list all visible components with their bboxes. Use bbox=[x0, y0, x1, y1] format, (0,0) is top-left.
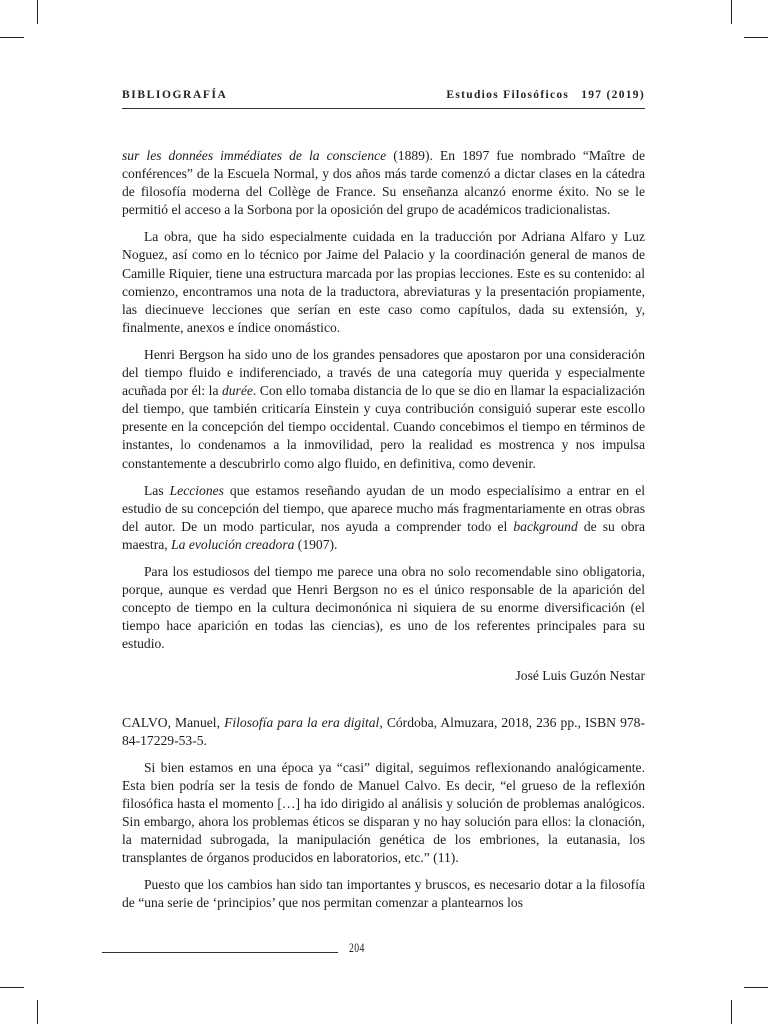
page-number: 204 bbox=[349, 940, 365, 955]
paragraph-1: sur les données immédiates de la conscience (1889). En 1897 fue nombrado “Maître de conférences” de la Escuela Normal, y dos años más tarde comenzó a dictar clases en la cátedra de filosofía moderna del Collège de France. Su enseñanza alcanzó enorme éxito. No se le permitió el acceso a la Sorbona por la oposición del grupo de académicos tradicionalistas. bbox=[122, 148, 646, 218]
book-title-italic: sur les données immédiates de la conscience bbox=[122, 148, 387, 163]
paragraph-4: Las Lecciones que estamos reseñando ayudan de un modo especialísimo a entrar en el estudio de su concepción del tiempo, que aparece mucho más fragmentariamente en otras obras del autor. De un modo particular, nos ayuda a comprender todo el background de su obra maestra, La evolución creadora (1907). bbox=[122, 482, 645, 552]
journal-issue: 197 (2019) bbox=[581, 89, 645, 101]
section-title: BIBLIOGRAFÍA bbox=[122, 89, 228, 101]
paragraph-5: Para los estudiosos del tiempo me parece una obra no solo recomendable sino obligatoria, porque, aunque es verdad que Henri Bergson no es el único responsable de la aparición del concepto de tiempo en la cultura decimonónica ni siquiera de su enorme diversificación (el tiempo hace aparición en todas las ciencias), es uno de los referentes principales para su estudio. bbox=[122, 563, 645, 652]
crop-mark-bottom-right-v bbox=[731, 1000, 732, 1024]
crop-mark-top-right-h bbox=[744, 37, 768, 38]
running-header bbox=[122, 89, 645, 101]
crop-mark-bottom-right-h bbox=[744, 987, 768, 988]
crop-mark-top-left-v bbox=[37, 0, 38, 24]
crop-mark-top-left-h bbox=[0, 37, 24, 38]
journal-info bbox=[446, 89, 645, 101]
paragraph-7: Puesto que los cambios han sido tan importantes y bruscos, es necesario dotar a la filosofía de “una serie de ‘principios’ que nos permitan comenzar a plantearnos los bbox=[122, 877, 645, 911]
crop-mark-bottom-left-v bbox=[37, 1000, 38, 1024]
footer-rule bbox=[102, 952, 338, 953]
paragraph-2: La obra, que ha sido especialmente cuidada en la traducción por Adriana Alfaro y Luz Noguez, así como en lo técnico por Jaime del Palacio y la coordinación general de manos de Camille Riquier, tiene una estructura marcada por las propias lecciones. Este es su contenido: al comienzo, encontramos una nota de la traductora, abreviaturas y la presentación propiamente, las diecinueve lecciones que serían en este caso como capítulos, dada su extensión, y, finalmente, anexos e índice onomástico. bbox=[122, 229, 645, 335]
page-body bbox=[122, 147, 645, 912]
crop-mark-top-right-v bbox=[731, 0, 732, 24]
review-separator bbox=[122, 686, 645, 714]
paragraph-3: Henri Bergson ha sido uno de los grandes pensadores que apostaron por una consideración del tiempo fluido e indiferenciado, a través de una categoría muy querida y especialmente acuñada por él: la durée. Con ello tomaba distancia de lo que se dio en llamar la espacialización del tiempo, que también criticaría Einstein y cuya contribución consiguió superar este escollo presente en la concepción del tiempo occidental. Cuando concebimos el tiempo en términos de instantes, lo condenamos a la inmovilidad, pero la realidad es mostrenca y nos impulsa constantemente a descubrirlo como algo fluido, en definitiva, como devenir. bbox=[122, 346, 645, 471]
paragraph-6: Si bien estamos en una época ya “casi” digital, seguimos reflexionando analógicamente. Esta bien podría ser la tesis de fondo de Manuel Calvo. Es decir, “el grueso de la reflexión filosófica hasta el momento […] ha ido dirigido al análisis y solución de problemas analógicos. Sin embargo, ahora los problemas éticos se disparan y no hay solución para ellos: la clonación, la maternidad subrogada, la manipulación genética de los embriones, la eutanasia, los transplantes de órganos producidos en laboratorios, etc.” (11). bbox=[122, 759, 645, 866]
journal-name: Estudios Filosóficos bbox=[446, 89, 570, 101]
header-rule bbox=[122, 108, 645, 109]
crop-mark-bottom-left-h bbox=[0, 987, 24, 988]
review-signature: José Luis Guzón Nestar bbox=[515, 668, 645, 684]
bibliographic-reference: CALVO, Manuel, Filosofía para la era digital, Córdoba, Almuzara, 2018, 236 pp., ISBN 978-84-17229-53-5. bbox=[122, 714, 645, 748]
